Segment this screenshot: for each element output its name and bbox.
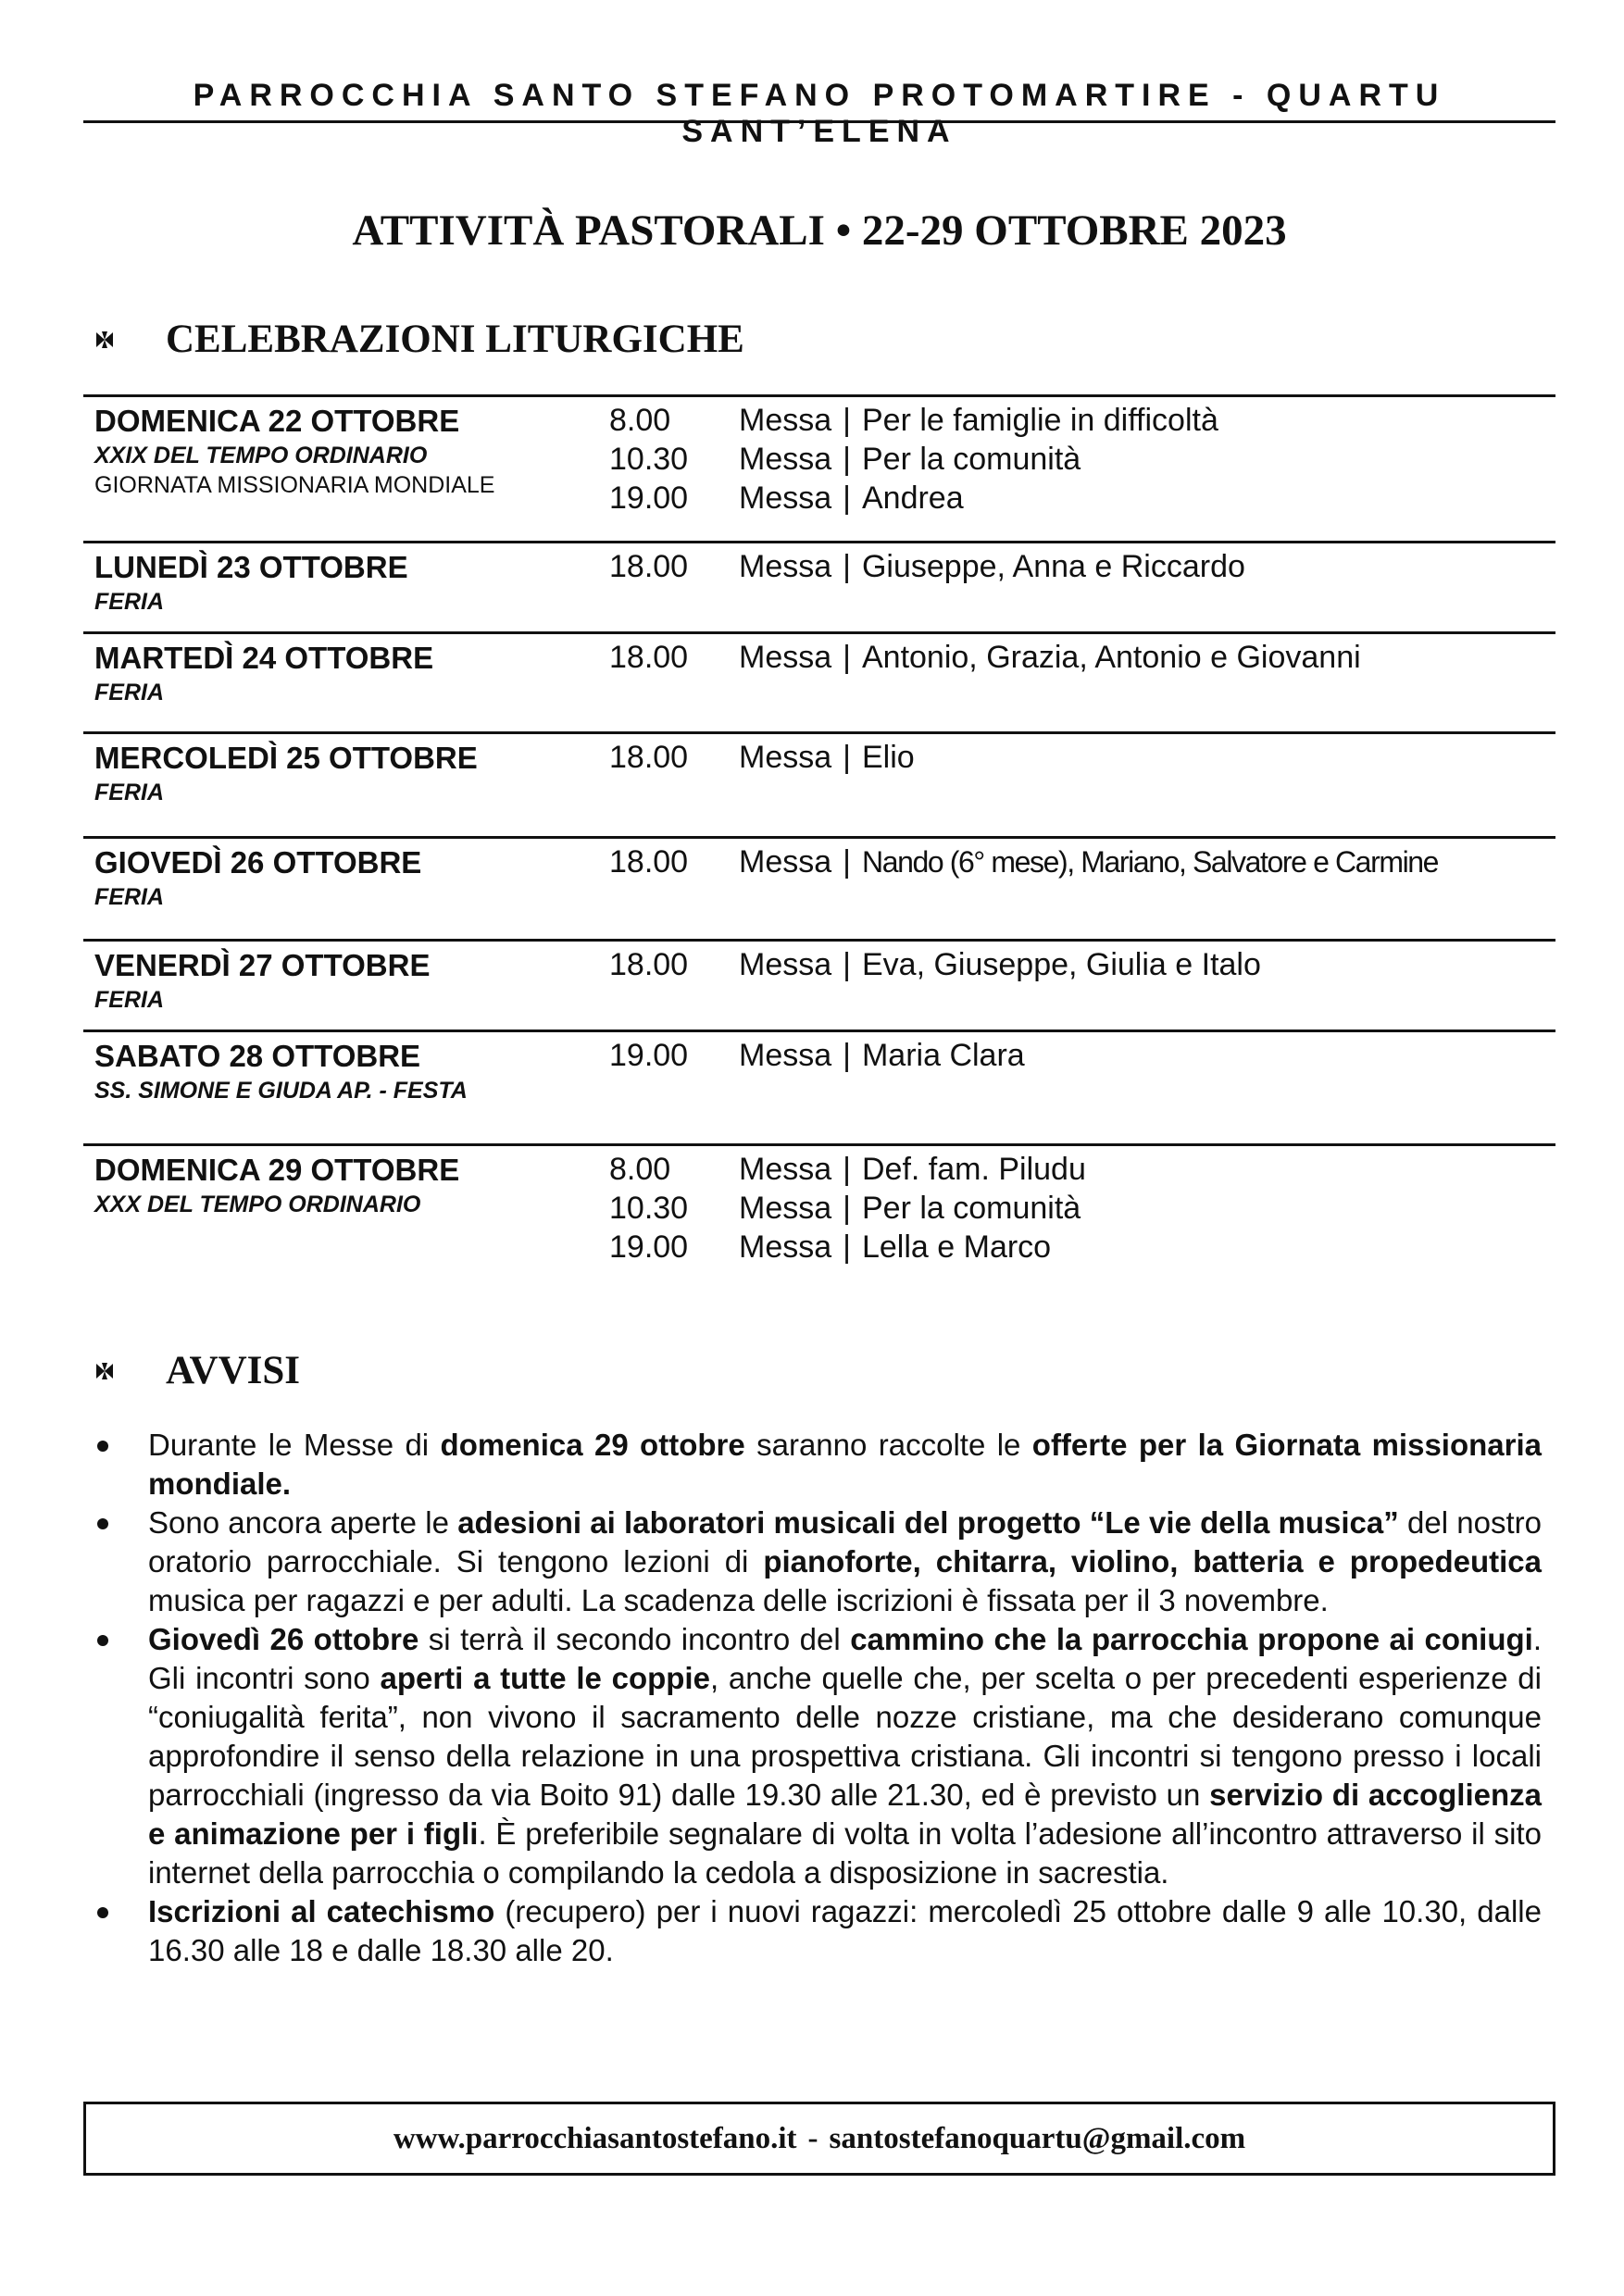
day-name: VENERDÌ 27 OTTOBRE [94,948,431,982]
day-cell [83,1032,609,1143]
notice-text: . È preferibile segnalare di volta in volta l’adesione all’incontro attraverso il sito internet della parrocchia o compilando la cedola a disposizione in sacrestia. [148,1816,1542,1890]
liturgical-day: FERIA [94,987,164,1013]
notice-text: saranno raccolte le [744,1428,1032,1462]
mass-entry [609,1228,1086,1267]
parish-header: PARROCCHIA SANTO STEFANO PROTOMARTIRE - QUARTU SANT’ELENA [193,78,1446,149]
website-link[interactable]: www.parrocchiasantostefano.it [393,2121,797,2155]
mass-label: Messa [739,549,832,584]
mass-entry [609,1189,1086,1228]
day-name: LUNEDÌ 23 OTTOBRE [94,550,408,584]
mass-label: Messa [739,403,832,438]
day-name: MARTEDÌ 24 OTTOBRE [94,641,434,675]
mass-time: 8.00 [609,403,671,438]
mass-separator: | [843,442,851,477]
mass-label: Messa [739,1038,832,1073]
mass-list [609,942,1261,1029]
notice-text: Durante le Messe di [148,1428,441,1462]
notice-item [97,1892,1542,1970]
day-name: DOMENICA 22 OTTOBRE [94,404,460,438]
mass-entry [609,479,1218,518]
mass-time: 18.00 [609,549,689,584]
mass-separator: | [843,480,851,516]
mass-label: Messa [739,844,832,880]
notice-text: (recupero) per i nuovi ragazzi: mercoledì 25 ottobre dalle 9 alle 10.30, dalle 16.30 alle 18 e dalle 18.30 alle 20. [148,1894,1542,1967]
mass-label: Messa [739,947,832,982]
notice-text: musica per ragazzi e per adulti. La scadenza delle iscrizioni è fissata per il 3 novembre. [148,1583,1329,1617]
mass-list [609,543,1245,631]
mass-label: Messa [739,640,832,675]
mass-time: 18.00 [609,947,689,982]
mass-entry [609,1036,1025,1075]
day-cell [83,543,609,631]
section-title: CELEBRAZIONI LITURGICHE [166,318,744,361]
section-heading-liturgy [94,317,744,362]
schedule-row [83,631,1555,731]
schedule-row [83,939,1555,1029]
notice-highlight: adesioni ai laboratori musicali del progetto “Le vie della musica” [457,1505,1399,1540]
mass-separator: | [843,844,851,880]
header-divider [83,120,1555,123]
section-heading-notices [94,1348,300,1393]
day-cell [83,839,609,939]
mass-label: Messa [739,1152,832,1187]
bowtie-bullet-icon [94,1361,115,1381]
day-cell [83,634,609,731]
mass-time: 10.30 [609,1191,689,1226]
schedule-row [83,836,1555,939]
mass-entry [609,842,1438,881]
page-title: ATTIVITÀ PASTORALI • 22-29 OTTOBRE 2023 [352,206,1287,255]
mass-entry [609,945,1261,984]
schedule-row [83,1029,1555,1143]
mass-separator: | [843,640,851,675]
notice-highlight: pianoforte, chitarra, violino, batteria e propedeutica [763,1544,1543,1578]
bullet-icon [97,1635,108,1646]
notice-item [97,1620,1542,1892]
mass-list [609,397,1218,541]
schedule-row [83,394,1555,541]
mass-list [609,734,915,836]
mass-entry [609,1150,1086,1189]
mass-entry [609,547,1245,586]
notice-item [97,1504,1542,1620]
bowtie-bullet-icon [94,330,115,350]
mass-separator: | [843,947,851,982]
liturgical-day: SS. SIMONE E GIUDA AP. - FESTA [94,1078,468,1104]
day-note: GIORNATA MISSIONARIA MONDIALE [94,472,495,498]
mass-entry [609,440,1218,479]
mass-intention: Elio [861,740,915,775]
mass-intention: Eva, Giuseppe, Giulia e Italo [861,947,1261,982]
mass-entry [609,401,1218,440]
mass-list [609,839,1438,939]
notice-text: del nostro oratorio parrocchiale. Si tengono lezioni di [148,1505,1542,1578]
footer-separator: - [807,2121,818,2155]
day-cell [83,1146,609,1271]
notice-text: , anche quelle che, per scelta o per precedenti esperienze di “coniugalità ferita”, non vivono il sacramento delle nozze cristiane, ma che desiderano comunque approfondire il senso della relazione in una prospettiva cristiana. Gli incontri si tengono presso i locali parrocchiali (ingresso da via Boito 91) dalle 19.30 alle 21.30, ed è previsto un [148,1661,1542,1812]
bullet-icon [97,1518,108,1529]
day-cell [83,734,609,836]
mass-separator: | [843,1229,851,1265]
mass-separator: | [843,1152,851,1187]
notice-highlight: servizio di accoglienza e animazione per i figli [148,1778,1542,1851]
footer-contact-box [83,2102,1555,2176]
schedule-table [83,394,1555,1271]
notice-text: si terrà il secondo incontro del [418,1622,851,1656]
mass-label: Messa [739,1191,832,1226]
mass-entry [609,638,1361,677]
mass-time: 18.00 [609,640,689,675]
liturgical-day: FERIA [94,680,164,705]
mass-intention: Maria Clara [861,1038,1025,1073]
mass-intention: Nando (6° mese), Mariano, Salvatore e Carmine [861,845,1439,879]
mass-time: 18.00 [609,844,689,880]
day-name: DOMENICA 29 OTTOBRE [94,1153,460,1187]
mass-time: 18.00 [609,740,689,775]
mass-intention: Lella e Marco [861,1229,1052,1265]
bullet-icon [97,1441,108,1452]
mass-time: 19.00 [609,1229,689,1265]
day-name: SABATO 28 OTTOBRE [94,1039,421,1073]
notice-highlight: aperti a tutte le coppie [380,1661,710,1695]
mass-label: Messa [739,442,832,477]
day-name: MERCOLEDÌ 25 OTTOBRE [94,741,478,775]
day-cell [83,397,609,541]
mass-intention: Andrea [861,480,964,516]
mass-label: Messa [739,740,832,775]
liturgical-day: FERIA [94,780,164,805]
notice-highlight: cammino che la parrocchia propone ai coniugi [850,1622,1533,1656]
mass-entry [609,738,915,777]
mass-separator: | [843,1191,851,1226]
mass-separator: | [843,740,851,775]
section-title: AVVISI [166,1349,300,1392]
mass-label: Messa [739,1229,832,1265]
liturgical-day: FERIA [94,589,164,615]
liturgical-day: FERIA [94,884,164,910]
email-link[interactable]: santostefanoquartu@gmail.com [829,2121,1246,2155]
liturgical-day: XXX DEL TEMPO ORDINARIO [94,1192,421,1217]
schedule-row [83,1143,1555,1271]
mass-time: 19.00 [609,1038,689,1073]
mass-intention: Per le famiglie in difficoltà [861,403,1218,438]
notice-highlight: domenica 29 ottobre [440,1428,745,1462]
notice-text: . Gli incontri sono [148,1622,1543,1695]
mass-separator: | [843,1038,851,1073]
day-name: GIOVEDÌ 26 OTTOBRE [94,845,422,880]
mass-separator: | [843,403,851,438]
mass-list [609,1146,1086,1271]
mass-intention: Antonio, Grazia, Antonio e Giovanni [861,640,1361,675]
schedule-row [83,541,1555,631]
mass-time: 8.00 [609,1152,671,1187]
mass-intention: Def. fam. Piludu [861,1152,1086,1187]
bullet-icon [97,1907,108,1918]
notices-list [97,1426,1542,1970]
day-cell [83,942,609,1029]
liturgical-day: XXIX DEL TEMPO ORDINARIO [94,443,428,468]
notice-text: Sono ancora aperte le [148,1505,458,1540]
schedule-row [83,731,1555,836]
mass-separator: | [843,549,851,584]
mass-label: Messa [739,480,832,516]
notice-highlight: offerte per la Giornata missionaria mondiale. [148,1428,1542,1501]
notice-highlight: Iscrizioni al catechismo [148,1894,495,1928]
mass-time: 10.30 [609,442,689,477]
mass-time: 19.00 [609,480,689,516]
mass-list [609,634,1361,731]
mass-intention: Per la comunità [861,442,1081,477]
notice-highlight: Giovedì 26 ottobre [148,1622,419,1656]
mass-intention: Per la comunità [861,1191,1081,1226]
mass-intention: Giuseppe, Anna e Riccardo [861,549,1245,584]
mass-list [609,1032,1025,1143]
notice-item [97,1426,1542,1504]
